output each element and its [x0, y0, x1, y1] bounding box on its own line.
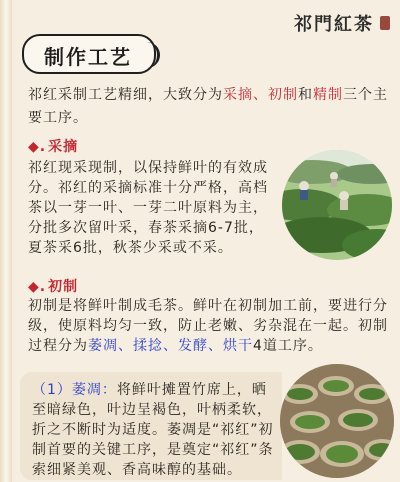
scroll-edge-decoration [0, 0, 12, 482]
initial-steps: 萎凋、揉捻、发酵、烘干 [88, 338, 253, 354]
withering-label: （1）萎凋： [32, 382, 117, 398]
intro-text-end: 三个主要工序。 [28, 87, 388, 126]
withering-text: 将鲜叶摊置竹席上，晒至暗绿色，叶边呈褐色，叶柄柔软，折之不断时为适度。萎凋是“祁红”初制首要的关键工序，是奠定“祁红”条索细紧美观、香高味醇的基础。 [32, 382, 274, 478]
intro-text: 祁红采制工艺精细，大致分为 [28, 87, 223, 103]
intro-highlight-refining: 精制 [313, 87, 343, 103]
diamond-bullet-icon: ◆. [28, 279, 47, 295]
diamond-bullet-icon: ◆. [28, 139, 47, 155]
intro-paragraph [28, 84, 388, 130]
intro-highlight-initial: 初制 [268, 87, 298, 103]
heading-picking-label: 采摘 [48, 139, 79, 155]
heading-initial [28, 276, 78, 296]
heading-initial-label: 初制 [48, 279, 79, 295]
section-title: 制作工艺 [44, 45, 132, 69]
initial-paragraph [28, 296, 390, 356]
intro-separator: 、 [253, 87, 268, 103]
initial-text: 初制是将鲜叶制成毛茶。鲜叶在初制加工前，要进行分级，使原料均匀一致，防止老嫩、劣杂混在一起。初制过程分为 [28, 298, 388, 354]
withering-paragraph [32, 380, 280, 480]
heading-picking [28, 136, 78, 156]
tea-withering-photo [280, 364, 394, 478]
brand-title: 祁門紅茶 [294, 14, 374, 35]
picking-paragraph: 祁红现采现制，以保持鲜叶的有效成分。祁红的采摘标准十分严格，高档茶以一芽一叶、一芽二叶原料为主，分批多次留叶采，春茶采摘6-7批，夏茶采6批，秋茶少采或不采。 [28, 160, 268, 256]
seal-icon [380, 16, 390, 30]
intro-highlight-picking: 采摘 [223, 87, 253, 103]
intro-and: 和 [298, 87, 313, 103]
initial-text-end: 4道工序。 [253, 338, 323, 354]
tea-picking-photo [282, 150, 392, 260]
